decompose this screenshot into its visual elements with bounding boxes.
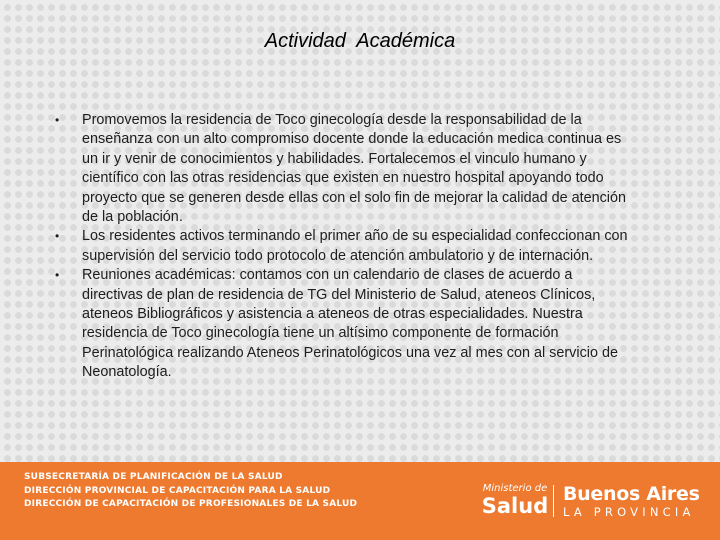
bullet-item — [55, 227, 695, 266]
bullet-line: de la población. — [82, 209, 183, 226]
footer-text — [24, 471, 357, 512]
bullet-icon: • — [55, 268, 60, 283]
bullet-line: Reuniones académicas: contamos con un calendario de clases de acuerdo a — [82, 267, 573, 284]
bullet-line: Los residentes activos terminando el primer año de su especialidad confeccionan con — [82, 228, 628, 245]
bullet-line: científico con las otras residencias que existen en nuestro hospital apoyando todo — [82, 170, 604, 187]
bullet-line: directivas de plan de residencia de TG del Ministerio de Salud, ateneos Clínicos, — [82, 286, 596, 303]
bullet-icon: • — [55, 113, 60, 127]
bullet-line: enseñanza con un alto compromiso docente donde la educación medica continua es — [82, 131, 622, 148]
province-logo-big: Buenos Aires — [563, 483, 700, 505]
bullet-line: Promovemos la residencia de Toco ginecología desde la responsabilidad de la — [82, 112, 582, 128]
bullet-line: Perinatológica realizando Ateneos Perinatológicos una vez al mes con al servicio de — [82, 344, 618, 361]
footer-line: DIRECCIÓN PROVINCIAL DE CAPACITACIÓN PARA LA SALUD — [24, 485, 331, 496]
slide-title: Actividad Académica — [264, 30, 456, 52]
ministry-logo — [480, 483, 550, 517]
bullet-line: proyecto que se generen desde ellas con el solo fin de mejorar la calidad de atención — [82, 189, 626, 206]
bullet-item — [55, 111, 695, 227]
footer-line: DIRECCIÓN DE CAPACITACIÓN DE PROFESIONALES DE LA SALUD — [24, 499, 358, 509]
bullet-line: ateneos Bibliográficos y asistencia a ateneos de otras especialidades. Nuestra — [82, 306, 583, 323]
bullet-item — [55, 266, 695, 382]
province-logo — [563, 483, 700, 519]
bullet-line: Neonatología. — [82, 364, 172, 381]
footer-banner — [0, 462, 720, 540]
logo-divider — [553, 485, 554, 517]
bullet-icon: • — [55, 229, 60, 244]
bullet-line: supervisión del servicio todo protocolo de atención ambulatorio y de internación. — [82, 247, 594, 264]
province-logo-small: LA PROVINCIA — [563, 505, 695, 519]
bullet-list — [55, 111, 695, 383]
bullet-line: residencia de Toco ginecología tiene un altísimo componente de formación — [82, 325, 559, 342]
footer-line: SUBSECRETARÍA DE PLANIFICACIÓN DE LA SALUD — [24, 472, 283, 482]
bullet-line: un ir y venir de conocimientos y habilidades. Fortalecemos el vinculo humano y — [82, 150, 587, 167]
ministry-logo-big: Salud — [481, 494, 549, 518]
ministry-logo-small: Ministerio de — [482, 483, 548, 494]
